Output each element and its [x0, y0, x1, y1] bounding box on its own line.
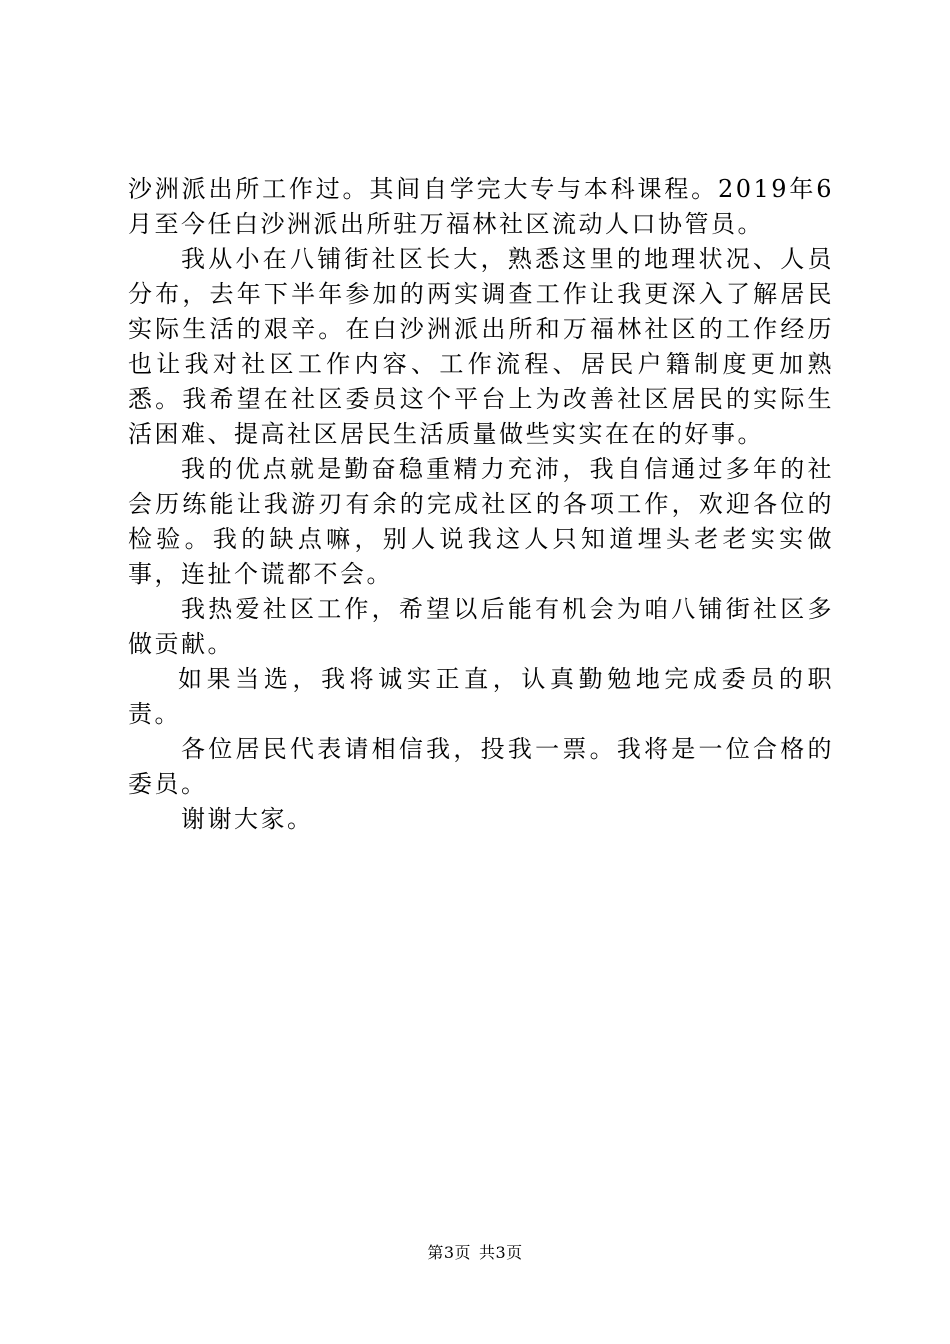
- paragraph-commitment: 我热爱社区工作，希望以后能有机会为咱八铺街社区多做贡献。: [128, 595, 834, 658]
- page-footer: [0, 1243, 950, 1263]
- paragraph-pledge: 如果当选，我将诚实正直，认真勤勉地完成委员的职责。: [128, 665, 834, 728]
- paragraph-background: 我从小在八铺街社区长大，熟悉这里的地理状况、人员分布，去年下半年参加的两实调查工作让我更深入了解居民实际生活的艰辛。在白沙洲派出所和万福林社区的工作经历也让我对社区工作内容、工作流程、居民户籍制度更加熟悉。我希望在社区委员这个平台上为改善社区居民的实际生活困难、提高社区居民生活质量做些实实在在的好事。: [128, 245, 834, 448]
- paragraph-thanks: 谢谢大家。: [181, 805, 314, 833]
- paragraph-strengths: 我的优点就是勤奋稳重精力充沛，我自信通过多年的社会历练能让我游刃有余的完成社区的各项工作，欢迎各位的检验。我的缺点嘛，别人说我这人只知道埋头老老实实做事，连扯个谎都不会。: [128, 455, 834, 588]
- page-total: 共3页: [479, 1243, 523, 1262]
- page-number: 第3页: [427, 1243, 471, 1262]
- document-body: [128, 172, 834, 837]
- paragraph-appeal: 各位居民代表请相信我，投我一票。我将是一位合格的委员。: [128, 735, 834, 798]
- paragraph-continued: 沙洲派出所工作过。其间自学完大专与本科课程。2019年6月至今任白沙洲派出所驻万福林社区流动人口协管员。: [128, 175, 834, 238]
